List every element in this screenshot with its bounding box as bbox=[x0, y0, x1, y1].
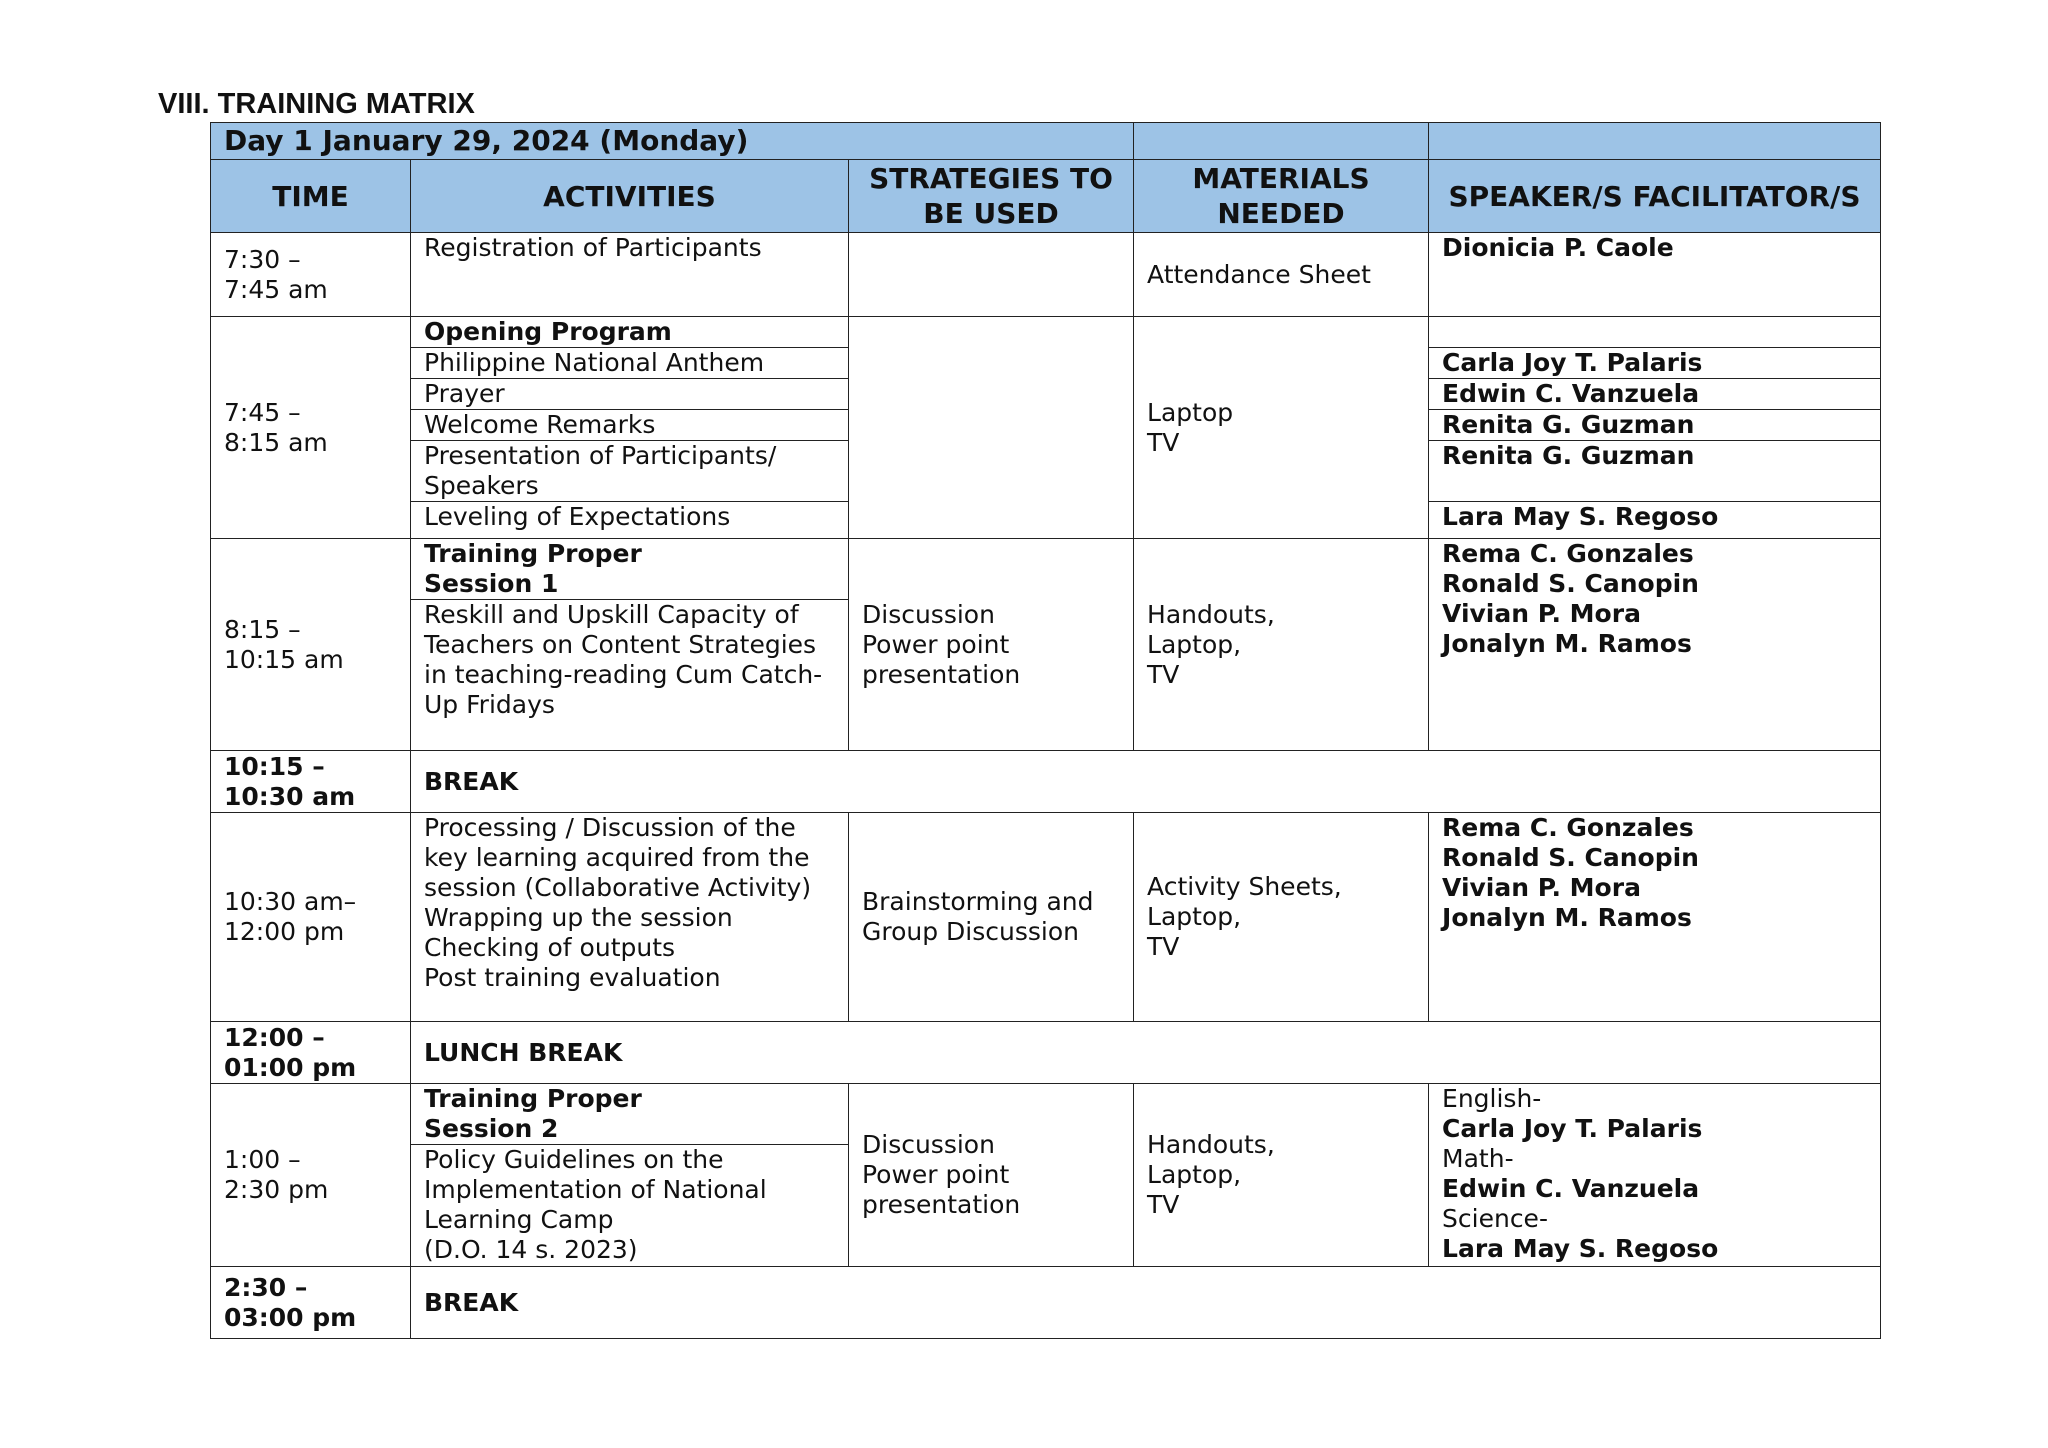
speaker-cell bbox=[1429, 813, 1881, 1022]
materials-cell bbox=[1134, 317, 1429, 539]
activity-item: Welcome Remarks bbox=[411, 410, 848, 441]
activity-item: Reskill and Upskill Capacity of Teachers on Content Strategies in teaching-reading Cum Catch-Up Fridays bbox=[424, 600, 823, 719]
time-start: 2:30 – bbox=[224, 1272, 308, 1302]
speaker-item: Lara May S. Regoso bbox=[1442, 502, 1719, 531]
time-cell bbox=[211, 1022, 411, 1084]
speaker-item: Vivian P. Mora bbox=[1442, 599, 1641, 628]
speaker-item: Carla Joy T. Palaris bbox=[1429, 348, 1880, 379]
time-end: 8:15 am bbox=[224, 427, 328, 457]
table-row bbox=[211, 813, 1881, 1022]
speaker-item: Renita G. Guzman bbox=[1429, 410, 1880, 441]
material-item: Laptop bbox=[1147, 397, 1234, 427]
activity-item: Wrapping up the session bbox=[424, 903, 733, 932]
break-label: LUNCH BREAK bbox=[411, 1022, 1881, 1084]
session-title bbox=[411, 539, 848, 600]
speaker-cell: Dionicia P. Caole bbox=[1429, 233, 1881, 317]
strategy-item: Group Discussion bbox=[862, 917, 1080, 946]
subject-label: Science- bbox=[1442, 1204, 1548, 1233]
column-header-materials: MATERIALS NEEDED bbox=[1134, 160, 1429, 233]
table-row bbox=[211, 1267, 1881, 1339]
speaker-item bbox=[1429, 317, 1880, 348]
speaker-item: Edwin C. Vanzuela bbox=[1442, 1174, 1700, 1203]
time-end: 01:00 pm bbox=[224, 1052, 357, 1082]
time-end: 10:30 am bbox=[224, 781, 356, 811]
activity-text: Policy Guidelines on the Implementation of National Learning Camp bbox=[424, 1145, 767, 1234]
speaker-item: Lara May S. Regoso bbox=[1442, 1234, 1719, 1263]
time-end: 03:00 pm bbox=[224, 1302, 357, 1332]
time-end: 2:30 pm bbox=[224, 1175, 329, 1204]
material-item: Activity Sheets, bbox=[1147, 872, 1342, 901]
time-cell bbox=[211, 813, 411, 1022]
material-item: Handouts, bbox=[1147, 1130, 1275, 1159]
materials-cell bbox=[1134, 1084, 1429, 1267]
time-start: 12:00 – bbox=[224, 1022, 325, 1052]
material-item: TV bbox=[1147, 932, 1180, 961]
day-title-blank-cell bbox=[1134, 123, 1429, 160]
activity-item: Philippine National Anthem bbox=[411, 348, 848, 379]
speaker-item: Vivian P. Mora bbox=[1442, 873, 1641, 902]
table-row bbox=[211, 1022, 1881, 1084]
table-row bbox=[211, 751, 1881, 813]
activity-cell: Registration of Participants bbox=[411, 233, 849, 317]
time-cell bbox=[211, 317, 411, 539]
speaker-item: Renita G. Guzman bbox=[1429, 441, 1880, 502]
materials-cell bbox=[1134, 539, 1429, 751]
material-item: TV bbox=[1147, 1190, 1180, 1219]
materials-cell: Attendance Sheet bbox=[1134, 233, 1429, 317]
speaker-item: Rema C. Gonzales bbox=[1442, 813, 1694, 842]
day-title-blank-cell bbox=[1429, 123, 1881, 160]
time-cell bbox=[211, 1267, 411, 1339]
strategy-item: presentation bbox=[862, 1190, 1021, 1219]
activity-item: Processing / Discussion of the key learning acquired from the session (Collaborative Activity) bbox=[424, 813, 812, 902]
training-matrix-table bbox=[210, 122, 1881, 1339]
strategy-item: presentation bbox=[862, 659, 1021, 689]
activity-cell bbox=[411, 1084, 849, 1267]
time-start: 10:30 am– bbox=[224, 887, 357, 916]
materials-cell bbox=[1134, 813, 1429, 1022]
speaker-item: Ronald S. Canopin bbox=[1442, 569, 1699, 598]
speaker-cell bbox=[1429, 539, 1881, 751]
break-label: BREAK bbox=[411, 751, 1881, 813]
time-start: 8:15 – bbox=[224, 614, 301, 644]
activity-cell bbox=[411, 813, 849, 1022]
time-end: 7:45 am bbox=[224, 274, 328, 304]
break-label: BREAK bbox=[411, 1267, 1881, 1339]
activity-reference: (D.O. 14 s. 2023) bbox=[424, 1235, 638, 1264]
time-cell bbox=[211, 1084, 411, 1267]
speaker-cell bbox=[1429, 317, 1881, 539]
strategy-item: Discussion bbox=[862, 599, 995, 629]
strategy-cell bbox=[849, 1084, 1134, 1267]
time-start: 7:30 – bbox=[224, 244, 301, 274]
material-item: Laptop, bbox=[1147, 1160, 1242, 1189]
time-start: 10:15 – bbox=[224, 751, 325, 781]
table-row bbox=[211, 539, 1881, 751]
column-header-strategies: STRATEGIES TO BE USED bbox=[849, 160, 1134, 233]
speaker-cell bbox=[1429, 1084, 1881, 1267]
strategy-cell bbox=[849, 813, 1134, 1022]
speaker-item: Rema C. Gonzales bbox=[1442, 539, 1694, 568]
strategy-item: Discussion bbox=[862, 1130, 995, 1159]
activity-item: Presentation of Participants/ Speakers bbox=[411, 441, 848, 502]
strategy-item: Power point bbox=[862, 629, 1010, 659]
day-title-row bbox=[211, 123, 1881, 160]
column-header-time: TIME bbox=[211, 160, 411, 233]
table-row bbox=[211, 317, 1881, 539]
material-item: Laptop, bbox=[1147, 902, 1242, 931]
subject-label: English- bbox=[1442, 1084, 1542, 1113]
activity-item: Leveling of Expectations bbox=[424, 502, 731, 531]
section-heading: VIII. TRAINING MATRIX bbox=[158, 88, 475, 120]
activity-item bbox=[411, 1145, 848, 1265]
time-start: 1:00 – bbox=[224, 1145, 301, 1174]
time-cell bbox=[211, 751, 411, 813]
time-end: 10:15 am bbox=[224, 644, 344, 674]
time-end: 12:00 pm bbox=[224, 917, 345, 946]
strategy-cell bbox=[849, 233, 1134, 317]
column-header-row bbox=[211, 160, 1881, 233]
session-title bbox=[411, 1084, 848, 1145]
activity-item: Prayer bbox=[411, 379, 848, 410]
activity-item: Checking of outputs bbox=[424, 933, 676, 962]
subject-label: Math- bbox=[1442, 1144, 1514, 1173]
time-cell bbox=[211, 539, 411, 751]
speaker-item: Edwin C. Vanzuela bbox=[1429, 379, 1880, 410]
speaker-item: Jonalyn M. Ramos bbox=[1442, 903, 1692, 932]
table-row bbox=[211, 233, 1881, 317]
strategy-cell bbox=[849, 317, 1134, 539]
table-row bbox=[211, 1084, 1881, 1267]
column-header-activities: ACTIVITIES bbox=[411, 160, 849, 233]
strategy-item: Brainstorming and bbox=[862, 887, 1094, 916]
day-title: Day 1 January 29, 2024 (Monday) bbox=[211, 123, 1134, 160]
speaker-item: Jonalyn M. Ramos bbox=[1442, 629, 1692, 658]
strategy-cell bbox=[849, 539, 1134, 751]
session-number: Session 2 bbox=[424, 1114, 559, 1143]
activity-title: Opening Program bbox=[411, 317, 848, 348]
material-item: TV bbox=[1147, 427, 1180, 457]
column-header-speakers: SPEAKER/S FACILITATOR/S bbox=[1429, 160, 1881, 233]
session-title-line: Training Proper bbox=[424, 539, 642, 568]
time-start: 7:45 – bbox=[224, 397, 301, 427]
material-item: Laptop, bbox=[1147, 629, 1242, 659]
activity-item: Post training evaluation bbox=[424, 963, 721, 992]
material-item: TV bbox=[1147, 659, 1180, 689]
material-item: Handouts, bbox=[1147, 599, 1275, 629]
speaker-item: Ronald S. Canopin bbox=[1442, 843, 1699, 872]
activity-cell bbox=[411, 317, 849, 539]
session-number: Session 1 bbox=[424, 569, 559, 598]
activity-cell bbox=[411, 539, 849, 751]
speaker-item: Carla Joy T. Palaris bbox=[1442, 1114, 1703, 1143]
strategy-item: Power point bbox=[862, 1160, 1010, 1189]
session-title-line: Training Proper bbox=[424, 1084, 642, 1113]
time-cell bbox=[211, 233, 411, 317]
